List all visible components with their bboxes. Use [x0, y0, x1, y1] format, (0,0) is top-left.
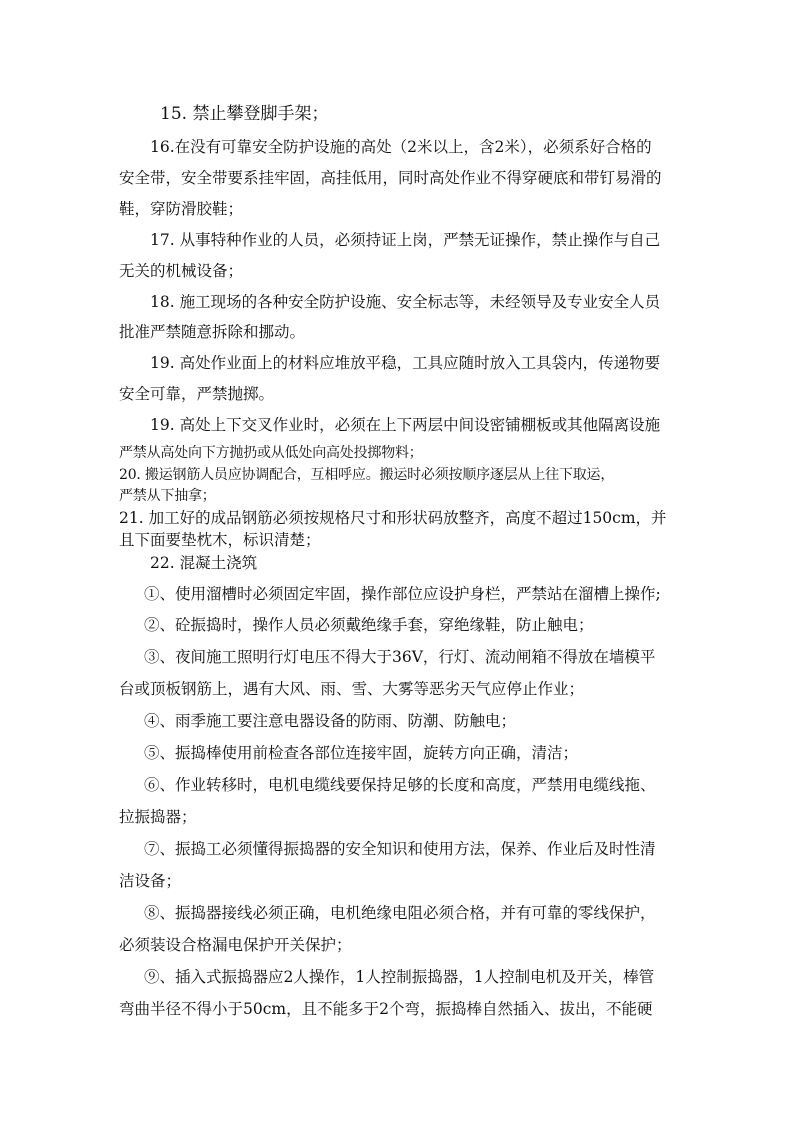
item-19b-line-1: 19. 高处上下交叉作业时，必须在上下两层中间设密铺棚板或其他隔离设施 [150, 416, 661, 434]
item-20-line-2: 严禁从下抽拿； [119, 488, 216, 504]
item-21-line-1: 21. 加工好的成品钢筋必须按规格尺寸和形状码放整齐，高度不超过150cm，并 [119, 509, 667, 527]
item-22-7-line-1: ⑦、振捣工必须懂得振捣器的安全知识和使用方法，保养、作业后及时性清 [144, 840, 656, 858]
item-22-9-line-1: ⑨、插入式振捣器应2人操作，1人控制振捣器，1人控制电机及开关，棒管 [144, 968, 655, 986]
item-22-6-line-2: 拉振捣器； [119, 808, 197, 826]
item-22-8-line-1: ⑧、振捣器接线必须正确，电机绝缘电阻必须合格，并有可靠的零线保护， [144, 904, 656, 922]
item-18-line-1: 18. 施工现场的各种安全防护设施、安全标志等，未经领导及专业安全人员 [150, 293, 661, 311]
item-22-heading: 22. 混凝土浇筑 [150, 554, 258, 572]
item-16-line-1: 16.在没有可靠安全防护设施的高处（2米以上，含2米），必须系好合格的 [150, 138, 652, 156]
item-22-3-line-1: ③、夜间施工照明行灯电压不得大于36V，行灯、流动闸箱不得放在墙模平 [144, 648, 656, 666]
item-19b-line-2: 严禁从高处向下方抛扔或从低处向高处投掷物料； [119, 445, 423, 461]
item-19a-line-2: 安全可靠，严禁抛掷。 [119, 385, 275, 403]
item-17-line-2: 无关的机械设备； [119, 262, 244, 280]
item-16-line-3: 鞋，穿防滑胶鞋； [119, 200, 244, 218]
item-17-line-1: 17. 从事特种作业的人员，必须持证上岗，严禁无证操作，禁止操作与自己 [150, 231, 661, 249]
item-20-line-1: 20. 搬运钢筋人员应协调配合，互相呼应。搬运时必须按顺序逐层从上往下取运， [119, 467, 615, 483]
item-22-8-line-2: 必须装设合格漏电保护开关保护； [119, 936, 352, 954]
item-18-line-2: 批准严禁随意拆除和挪动。 [119, 323, 306, 341]
item-21-line-2: 且下面要垫枕木，标识清楚； [119, 531, 321, 549]
item-22-1: ①、使用溜槽时必须固定牢固，操作部位应设护身栏，严禁站在溜槽上操作; [144, 585, 661, 603]
item-22-9-line-2: 弯曲半径不得小于50cm，且不能多于2个弯，振捣棒自然插入、拔出，不能硬 [119, 1000, 653, 1018]
item-22-7-line-2: 洁设备； [119, 872, 182, 890]
item-22-4: ④、雨季施工要注意电器设备的防雨、防潮、防触电； [144, 712, 517, 730]
item-22-2: ②、砼振捣时，操作人员必须戴绝缘手套，穿绝缘鞋，防止触电； [144, 616, 594, 634]
item-15: 15. 禁止攀登脚手架； [160, 104, 329, 124]
item-19a-line-1: 19. 高处作业面上的材料应堆放平稳，工具应随时放入工具袋内，传递物要 [150, 354, 661, 372]
item-16-line-2: 安全带，安全带要系挂牢固，高挂低用，同时高处作业不得穿硬底和带钉易滑的 [119, 169, 662, 187]
item-22-5: ⑤、振捣棒使用前检查各部位连接牢固，旋转方向正确，清洁； [144, 744, 579, 762]
item-22-3-line-2: 台或顶板钢筋上，遇有大风、雨、雪、大雾等恶劣天气应停止作业； [119, 680, 585, 698]
item-22-6-line-1: ⑥、作业转移时，电机电缆线要保持足够的长度和高度，严禁用电缆线拖、 [144, 776, 656, 794]
